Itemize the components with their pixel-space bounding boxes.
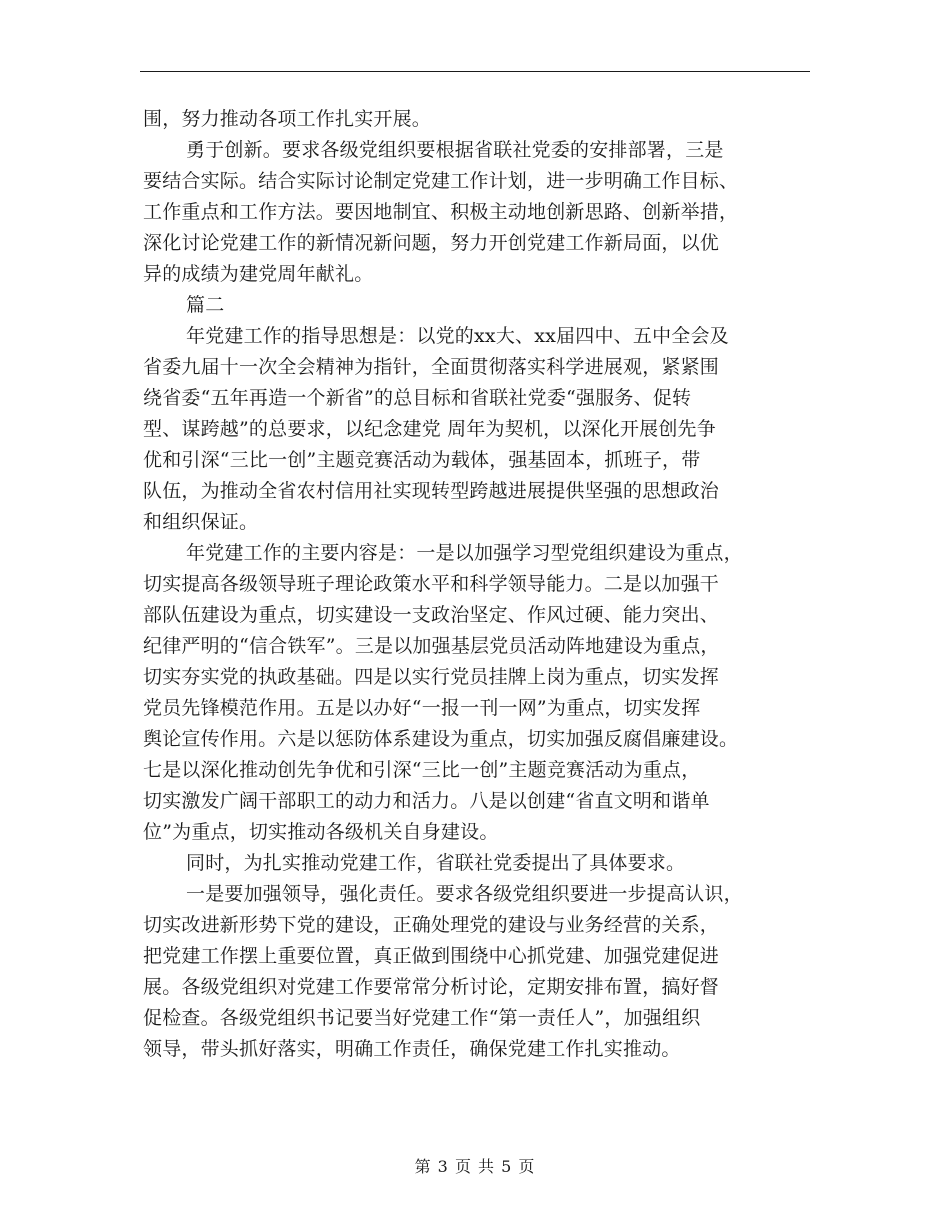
text-line: 优和引深“三比一创”主题竞赛活动为载体，强基固本，抓班子，带 — [143, 449, 701, 471]
page-footer: 第 3 页 共 5 页 — [414, 1157, 536, 1176]
text-line: 切实提高各级领导班子理论政策水平和科学领导能力。二是以加强干 — [143, 573, 720, 595]
text-line: 展。各级党组织对党建工作要常常分析讨论，定期安排布置，搞好督 — [143, 976, 720, 998]
header-rule — [140, 71, 810, 72]
text-line: 把党建工作摆上重要位置，真正做到围绕中心抓党建、加强党建促进 — [143, 945, 720, 967]
text-line: 年党建工作的主要内容是：一是以加强学习型党组织建设为重点， — [186, 542, 743, 564]
text-line: 领导，带头抓好落实，明确工作责任，确保党建工作扎实推动。 — [143, 1038, 681, 1060]
text-line: 纪律严明的“信合铁军”。三是以加强基层党员活动阵地建设为重点， — [143, 635, 720, 657]
text-line: 篇二 — [186, 294, 225, 316]
text-line: 切实改进新形势下党的建设，正确处理党的建设与业务经营的关系， — [143, 914, 720, 936]
text-line: 切实激发广阔干部职工的动力和活力。八是以创建“省直文明和谐单 — [143, 790, 710, 812]
text-line: 一是要加强领导，强化责任。要求各级党组织要进一步提高认识， — [186, 883, 743, 905]
text-line: 要结合实际。结合实际讨论制定党建工作计划，进一步明确工作目标、 — [143, 170, 739, 192]
text-line: 部队伍建设为重点，切实建设一支政治坚定、作风过硬、能力突出、 — [143, 604, 720, 626]
text-line: 七是以深化推动创先争优和引深“三比一创”主题竞赛活动为重点， — [143, 759, 701, 781]
text-line: 促检查。各级党组织书记要当好党建工作“第一责任人”，加强组织 — [143, 1007, 701, 1029]
text-line: 队伍，为推动全省农村信用社实现转型跨越进展提供坚强的思想政治 — [143, 480, 720, 502]
text-line: 舆论宣传作用。六是以惩防体系建设为重点，切实加强反腐倡廉建设。 — [143, 728, 739, 750]
text-line: 位”为重点，切实推动各级机关自身建设。 — [143, 821, 499, 843]
text-line: 型、谋跨越”的总要求，以纪念建党 周年为契机，以深化开展创先争 — [143, 418, 716, 440]
text-line: 深化讨论党建工作的新情况新问题，努力开创党建工作新局面，以优 — [143, 232, 720, 254]
text-line: 和组织保证。 — [143, 511, 259, 533]
text-line: 勇于创新。要求各级党组织要根据省联社党委的安排部署，三是 — [186, 139, 724, 161]
text-line: 异的成绩为建党周年献礼。 — [143, 263, 374, 285]
text-line: 省委九届十一次全会精神为指针，全面贯彻落实科学进展观，紧紧围 — [143, 356, 720, 378]
body-text — [143, 104, 810, 1065]
text-line: 工作重点和工作方法。要因地制宜、积极主动地创新思路、创新举措， — [143, 201, 739, 223]
text-line: 围，努力推动各项工作扎实开展。 — [143, 108, 432, 130]
text-line: 绕省委“五年再造一个新省”的总目标和省联社党委“强服务、促转 — [143, 387, 692, 409]
text-line: 同时，为扎实推动党建工作，省联社党委提出了具体要求。 — [186, 852, 686, 874]
text-line: 年党建工作的指导思想是：以党的xx大、xx届四中、五中全会及 — [186, 325, 729, 347]
text-line: 切实夯实党的执政基础。四是以实行党员挂牌上岗为重点，切实发挥 — [143, 666, 720, 688]
text-line: 党员先锋模范作用。五是以办好“一报一刊一网”为重点，切实发挥 — [143, 697, 701, 719]
